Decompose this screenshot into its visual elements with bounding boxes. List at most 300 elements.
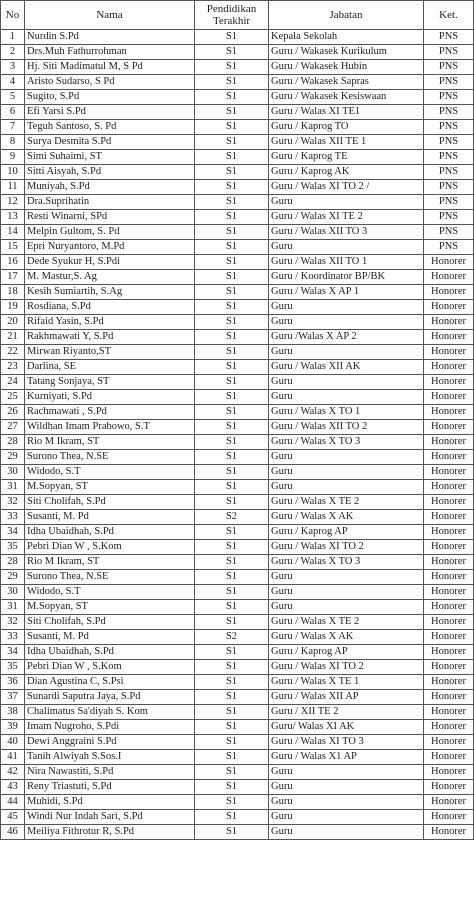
- cell-jabatan: Guru: [269, 795, 424, 810]
- cell-pendidikan: S1: [195, 420, 269, 435]
- cell-nama: Chalimatus Sa'diyah S. Kom: [25, 705, 195, 720]
- cell-pendidikan: S1: [195, 345, 269, 360]
- cell-pendidikan: S1: [195, 720, 269, 735]
- cell-pendidikan: S1: [195, 75, 269, 90]
- cell-nama: Idha Ubaidhah, S.Pd: [25, 525, 195, 540]
- table-row: [1, 120, 474, 135]
- cell-jabatan: Guru: [269, 390, 424, 405]
- cell-ket: PNS: [424, 105, 474, 120]
- table-row: [1, 735, 474, 750]
- cell-ket: Honorer: [424, 750, 474, 765]
- cell-nama: Rosdiana, S.Pd: [25, 300, 195, 315]
- cell-ket: Honorer: [424, 555, 474, 570]
- cell-ket: Honorer: [424, 540, 474, 555]
- cell-no: 32: [1, 615, 25, 630]
- cell-jabatan: Guru: [269, 570, 424, 585]
- header-no: No: [1, 1, 25, 30]
- cell-jabatan: Guru / Walas X AK: [269, 510, 424, 525]
- cell-no: 38: [1, 705, 25, 720]
- cell-ket: Honorer: [424, 825, 474, 840]
- cell-ket: PNS: [424, 225, 474, 240]
- cell-ket: PNS: [424, 195, 474, 210]
- table-row: [1, 105, 474, 120]
- table-row: [1, 525, 474, 540]
- cell-pendidikan: S1: [195, 465, 269, 480]
- cell-jabatan: Guru / Walas XI TO 2 /: [269, 180, 424, 195]
- cell-nama: Tatang Sonjaya, ST: [25, 375, 195, 390]
- table-row: [1, 705, 474, 720]
- cell-nama: Rakhmawati Y, S.Pd: [25, 330, 195, 345]
- cell-no: 33: [1, 630, 25, 645]
- table-row: [1, 240, 474, 255]
- cell-jabatan: Guru: [269, 780, 424, 795]
- cell-jabatan: Guru: [269, 300, 424, 315]
- cell-nama: Imam Nugroho, S.Pdi: [25, 720, 195, 735]
- table-row: [1, 570, 474, 585]
- cell-nama: Rachmawati , S.Pd: [25, 405, 195, 420]
- cell-nama: Simi Suhaimi, ST: [25, 150, 195, 165]
- cell-nama: M. Mastur,S. Ag: [25, 270, 195, 285]
- cell-no: 27: [1, 420, 25, 435]
- table-row: [1, 330, 474, 345]
- cell-pendidikan: S1: [195, 495, 269, 510]
- cell-ket: Honorer: [424, 345, 474, 360]
- cell-nama: Dra.Suprihatin: [25, 195, 195, 210]
- cell-pendidikan: S1: [195, 120, 269, 135]
- table-row: [1, 195, 474, 210]
- cell-ket: Honorer: [424, 675, 474, 690]
- cell-jabatan: Guru / Walas XII TO 2: [269, 420, 424, 435]
- cell-jabatan: Guru / Walas XI TO 3: [269, 735, 424, 750]
- cell-ket: Honorer: [424, 390, 474, 405]
- cell-pendidikan: S1: [195, 690, 269, 705]
- cell-no: 42: [1, 765, 25, 780]
- cell-ket: Honorer: [424, 420, 474, 435]
- cell-jabatan: Guru / Walas XII TO 1: [269, 255, 424, 270]
- cell-ket: Honorer: [424, 630, 474, 645]
- cell-no: 33: [1, 510, 25, 525]
- table-row: [1, 630, 474, 645]
- cell-nama: Sunardi Saputra Jaya, S.Pd: [25, 690, 195, 705]
- cell-no: 25: [1, 390, 25, 405]
- cell-pendidikan: S1: [195, 825, 269, 840]
- cell-ket: PNS: [424, 240, 474, 255]
- cell-no: 22: [1, 345, 25, 360]
- cell-no: 30: [1, 465, 25, 480]
- cell-no: 37: [1, 690, 25, 705]
- cell-jabatan: Guru / Walas X TO 3: [269, 435, 424, 450]
- cell-no: 24: [1, 375, 25, 390]
- cell-pendidikan: S1: [195, 585, 269, 600]
- cell-nama: Resti Winarni, SPd: [25, 210, 195, 225]
- cell-ket: Honorer: [424, 810, 474, 825]
- cell-pendidikan: S1: [195, 390, 269, 405]
- cell-pendidikan: S1: [195, 30, 269, 45]
- cell-pendidikan: S1: [195, 330, 269, 345]
- cell-ket: Honorer: [424, 360, 474, 375]
- cell-ket: Honorer: [424, 270, 474, 285]
- cell-ket: PNS: [424, 90, 474, 105]
- cell-pendidikan: S1: [195, 525, 269, 540]
- cell-ket: Honorer: [424, 795, 474, 810]
- cell-nama: Sitti Aisyah, S.Pd: [25, 165, 195, 180]
- table-row: [1, 270, 474, 285]
- cell-nama: Dian Agustina C, S.Psi: [25, 675, 195, 690]
- cell-pendidikan: S1: [195, 210, 269, 225]
- table-row: [1, 645, 474, 660]
- cell-pendidikan: S1: [195, 810, 269, 825]
- table-row: [1, 420, 474, 435]
- cell-jabatan: Guru / Kaprog AP: [269, 525, 424, 540]
- header-pendidikan: [195, 1, 269, 30]
- cell-nama: Teguh Santoso, S. Pd: [25, 120, 195, 135]
- table-row: [1, 45, 474, 60]
- cell-no: 19: [1, 300, 25, 315]
- table-row: [1, 480, 474, 495]
- cell-pendidikan: S1: [195, 285, 269, 300]
- cell-pendidikan: S1: [195, 540, 269, 555]
- cell-pendidikan: S1: [195, 405, 269, 420]
- table-row: [1, 285, 474, 300]
- cell-pendidikan: S1: [195, 150, 269, 165]
- table-row: [1, 315, 474, 330]
- cell-no: 45: [1, 810, 25, 825]
- cell-jabatan: Guru / Walas X TE 2: [269, 495, 424, 510]
- table-row: [1, 60, 474, 75]
- cell-no: 36: [1, 675, 25, 690]
- table-row: [1, 540, 474, 555]
- cell-jabatan: Guru: [269, 450, 424, 465]
- table-row: [1, 345, 474, 360]
- cell-jabatan: Guru / Wakasek Kurikulum: [269, 45, 424, 60]
- table-row: [1, 720, 474, 735]
- cell-nama: Darlina, SE: [25, 360, 195, 375]
- cell-no: 4: [1, 75, 25, 90]
- cell-jabatan: Guru / Kaprog TO: [269, 120, 424, 135]
- cell-nama: Muniyah, S.Pd: [25, 180, 195, 195]
- table-row: [1, 210, 474, 225]
- cell-pendidikan: S1: [195, 225, 269, 240]
- cell-no: 14: [1, 225, 25, 240]
- cell-no: 43: [1, 780, 25, 795]
- cell-pendidikan: S1: [195, 480, 269, 495]
- cell-ket: Honorer: [424, 465, 474, 480]
- cell-no: 3: [1, 60, 25, 75]
- cell-no: 46: [1, 825, 25, 840]
- cell-pendidikan: S1: [195, 90, 269, 105]
- cell-pendidikan: S1: [195, 300, 269, 315]
- table-row: [1, 465, 474, 480]
- cell-pendidikan: S1: [195, 435, 269, 450]
- cell-jabatan: Guru: [269, 585, 424, 600]
- table-row: [1, 30, 474, 45]
- table-row: [1, 555, 474, 570]
- table-row: [1, 225, 474, 240]
- cell-no: 35: [1, 660, 25, 675]
- cell-jabatan: Guru / Wakasek Hubin: [269, 60, 424, 75]
- cell-ket: Honorer: [424, 615, 474, 630]
- cell-nama: Rio M Ikram, ST: [25, 555, 195, 570]
- cell-jabatan: Guru / Walas XII TO 3: [269, 225, 424, 240]
- table-row: [1, 615, 474, 630]
- cell-nama: Kesih Sumiartih, S.Ag: [25, 285, 195, 300]
- cell-jabatan: Guru / Kaprog TE: [269, 150, 424, 165]
- table-row: [1, 360, 474, 375]
- table-row: [1, 150, 474, 165]
- cell-ket: Honorer: [424, 495, 474, 510]
- cell-jabatan: Guru: [269, 315, 424, 330]
- cell-nama: Tanih Alwiyah S.Sos.I: [25, 750, 195, 765]
- cell-pendidikan: S1: [195, 360, 269, 375]
- cell-ket: Honorer: [424, 405, 474, 420]
- cell-no: 17: [1, 270, 25, 285]
- cell-no: 1: [1, 30, 25, 45]
- cell-ket: Honorer: [424, 435, 474, 450]
- cell-nama: M.Sopyan, ST: [25, 480, 195, 495]
- cell-pendidikan: S1: [195, 615, 269, 630]
- cell-jabatan: Guru / Walas X AK: [269, 630, 424, 645]
- cell-no: 10: [1, 165, 25, 180]
- table-row: [1, 765, 474, 780]
- header-jabatan: Jabatan: [269, 1, 424, 30]
- cell-ket: PNS: [424, 120, 474, 135]
- table-row: [1, 780, 474, 795]
- cell-nama: Aristo Sudarso, S Pd: [25, 75, 195, 90]
- cell-pendidikan: S2: [195, 510, 269, 525]
- cell-jabatan: Guru / Walas XI TE 2: [269, 210, 424, 225]
- cell-no: 5: [1, 90, 25, 105]
- cell-no: 15: [1, 240, 25, 255]
- cell-jabatan: Guru: [269, 765, 424, 780]
- cell-nama: Nurdin S.Pd: [25, 30, 195, 45]
- cell-pendidikan: S2: [195, 630, 269, 645]
- table-row: [1, 750, 474, 765]
- table-row: [1, 690, 474, 705]
- table-row: [1, 585, 474, 600]
- cell-no: 23: [1, 360, 25, 375]
- cell-jabatan: Guru / Walas XII AK: [269, 360, 424, 375]
- cell-jabatan: Guru / XII TE 2: [269, 705, 424, 720]
- cell-nama: Dewi Anggraini S.Pd: [25, 735, 195, 750]
- cell-ket: Honorer: [424, 570, 474, 585]
- cell-no: 6: [1, 105, 25, 120]
- cell-ket: Honorer: [424, 330, 474, 345]
- cell-no: 21: [1, 330, 25, 345]
- table-row: [1, 600, 474, 615]
- cell-no: 8: [1, 135, 25, 150]
- cell-no: 13: [1, 210, 25, 225]
- cell-ket: Honorer: [424, 705, 474, 720]
- cell-pendidikan: S1: [195, 660, 269, 675]
- cell-pendidikan: S1: [195, 555, 269, 570]
- cell-jabatan: Guru /Walas X AP 2: [269, 330, 424, 345]
- table-row: [1, 390, 474, 405]
- cell-ket: Honorer: [424, 660, 474, 675]
- cell-nama: Sugito, S.Pd: [25, 90, 195, 105]
- cell-nama: Drs.Muh Fathurrohman: [25, 45, 195, 60]
- table-row: [1, 825, 474, 840]
- cell-nama: Windi Nur Indah Sari, S.Pd: [25, 810, 195, 825]
- cell-ket: Honorer: [424, 375, 474, 390]
- cell-nama: Siti Cholifah, S.Pd: [25, 615, 195, 630]
- cell-jabatan: Guru: [269, 240, 424, 255]
- cell-no: 7: [1, 120, 25, 135]
- cell-pendidikan: S1: [195, 570, 269, 585]
- table-row: [1, 660, 474, 675]
- table-header: [1, 1, 474, 30]
- table-row: [1, 510, 474, 525]
- cell-no: 39: [1, 720, 25, 735]
- cell-pendidikan: S1: [195, 135, 269, 150]
- table-row: [1, 135, 474, 150]
- cell-jabatan: Guru: [269, 600, 424, 615]
- cell-jabatan: Guru: [269, 375, 424, 390]
- cell-jabatan: Guru / Walas XI TE1: [269, 105, 424, 120]
- cell-ket: Honorer: [424, 285, 474, 300]
- cell-ket: Honorer: [424, 720, 474, 735]
- cell-no: 26: [1, 405, 25, 420]
- table-row: [1, 165, 474, 180]
- cell-jabatan: Guru / Walas XII AP: [269, 690, 424, 705]
- cell-pendidikan: S1: [195, 450, 269, 465]
- cell-jabatan: Guru: [269, 345, 424, 360]
- table-row: [1, 300, 474, 315]
- table-row: [1, 795, 474, 810]
- cell-nama: Susanti, M. Pd: [25, 510, 195, 525]
- cell-no: 20: [1, 315, 25, 330]
- cell-ket: Honorer: [424, 690, 474, 705]
- cell-nama: Hj. Siti Madimatul M, S Pd: [25, 60, 195, 75]
- cell-nama: Pebri Dian W , S.Kom: [25, 660, 195, 675]
- cell-no: 34: [1, 645, 25, 660]
- cell-no: 30: [1, 585, 25, 600]
- cell-jabatan: Guru / Walas X1 AP: [269, 750, 424, 765]
- cell-jabatan: Guru / Walas XII TE 1: [269, 135, 424, 150]
- table-body: [1, 30, 474, 840]
- cell-ket: Honorer: [424, 765, 474, 780]
- cell-ket: PNS: [424, 210, 474, 225]
- cell-pendidikan: S1: [195, 195, 269, 210]
- cell-no: 32: [1, 495, 25, 510]
- cell-pendidikan: S1: [195, 375, 269, 390]
- cell-no: 41: [1, 750, 25, 765]
- cell-no: 16: [1, 255, 25, 270]
- cell-jabatan: Guru / Kaprog AP: [269, 645, 424, 660]
- cell-ket: Honorer: [424, 510, 474, 525]
- cell-jabatan: Guru / Walas X AP 1: [269, 285, 424, 300]
- cell-pendidikan: S1: [195, 600, 269, 615]
- cell-ket: PNS: [424, 60, 474, 75]
- cell-nama: Widodo, S.T: [25, 465, 195, 480]
- cell-ket: PNS: [424, 150, 474, 165]
- cell-pendidikan: S1: [195, 315, 269, 330]
- cell-nama: Meiliya Fithrotur R, S.Pd: [25, 825, 195, 840]
- header-pendidikan-line1: Pendidikan: [206, 3, 257, 15]
- cell-no: 44: [1, 795, 25, 810]
- cell-no: 12: [1, 195, 25, 210]
- cell-no: 18: [1, 285, 25, 300]
- cell-nama: Rio M Ikram, ST: [25, 435, 195, 450]
- cell-no: 9: [1, 150, 25, 165]
- table-row: [1, 405, 474, 420]
- cell-jabatan: Guru / Walas XI TO 2: [269, 540, 424, 555]
- cell-ket: PNS: [424, 165, 474, 180]
- table-row: [1, 435, 474, 450]
- cell-jabatan: Guru / Walas X TE 2: [269, 615, 424, 630]
- table-row: [1, 450, 474, 465]
- cell-ket: PNS: [424, 45, 474, 60]
- cell-ket: PNS: [424, 30, 474, 45]
- cell-ket: Honorer: [424, 480, 474, 495]
- cell-nama: Muhidi, S.Pd: [25, 795, 195, 810]
- cell-jabatan: Guru / Walas X TO 3: [269, 555, 424, 570]
- cell-nama: Dede Syukur H, S.Pdi: [25, 255, 195, 270]
- cell-nama: Idha Ubaidhah, S.Pd: [25, 645, 195, 660]
- cell-no: 2: [1, 45, 25, 60]
- table-row: [1, 495, 474, 510]
- header-pendidikan-line2: Terakhir: [212, 15, 251, 27]
- cell-nama: Mirwan Riyanto,ST: [25, 345, 195, 360]
- table-row: [1, 255, 474, 270]
- table-row: [1, 810, 474, 825]
- cell-ket: Honorer: [424, 645, 474, 660]
- cell-pendidikan: S1: [195, 675, 269, 690]
- cell-nama: Siti Cholifah, S.Pd: [25, 495, 195, 510]
- table-row: [1, 375, 474, 390]
- cell-nama: M.Sopyan, ST: [25, 600, 195, 615]
- cell-nama: Kurniyati, S.Pd: [25, 390, 195, 405]
- cell-nama: Widodo, S.T: [25, 585, 195, 600]
- cell-jabatan: Guru / Walas X TO 1: [269, 405, 424, 420]
- cell-ket: Honorer: [424, 780, 474, 795]
- table-row: [1, 75, 474, 90]
- cell-ket: Honorer: [424, 255, 474, 270]
- cell-pendidikan: S1: [195, 705, 269, 720]
- cell-nama: Efi Yarsi S.Pd: [25, 105, 195, 120]
- cell-nama: Reny Triastuti, S.Pd: [25, 780, 195, 795]
- cell-pendidikan: S1: [195, 255, 269, 270]
- cell-pendidikan: S1: [195, 750, 269, 765]
- header-ket: Ket.: [424, 1, 474, 30]
- cell-pendidikan: S1: [195, 765, 269, 780]
- cell-jabatan: Guru/ Walas XI AK: [269, 720, 424, 735]
- cell-ket: Honorer: [424, 300, 474, 315]
- cell-jabatan: Kepala Sekolah: [269, 30, 424, 45]
- cell-ket: PNS: [424, 135, 474, 150]
- cell-nama: Pebri Dian W , S.Kom: [25, 540, 195, 555]
- cell-ket: Honorer: [424, 450, 474, 465]
- cell-no: 40: [1, 735, 25, 750]
- cell-nama: Surya Desmita S.Pd: [25, 135, 195, 150]
- cell-nama: Surono Thea, N.SE: [25, 450, 195, 465]
- cell-nama: Rifaid Yasin, S.Pd: [25, 315, 195, 330]
- cell-no: 29: [1, 450, 25, 465]
- cell-pendidikan: S1: [195, 780, 269, 795]
- cell-jabatan: Guru / Kaprog AK: [269, 165, 424, 180]
- cell-pendidikan: S1: [195, 60, 269, 75]
- cell-jabatan: Guru: [269, 195, 424, 210]
- cell-nama: Nira Nawastiti, S.Pd: [25, 765, 195, 780]
- cell-ket: Honorer: [424, 525, 474, 540]
- cell-nama: Surono Thea, N.SE: [25, 570, 195, 585]
- cell-pendidikan: S1: [195, 45, 269, 60]
- cell-ket: Honorer: [424, 735, 474, 750]
- table-row: [1, 180, 474, 195]
- cell-no: 34: [1, 525, 25, 540]
- cell-ket: Honorer: [424, 315, 474, 330]
- cell-jabatan: Guru / Wakasek Kesiswaan: [269, 90, 424, 105]
- cell-no: 31: [1, 600, 25, 615]
